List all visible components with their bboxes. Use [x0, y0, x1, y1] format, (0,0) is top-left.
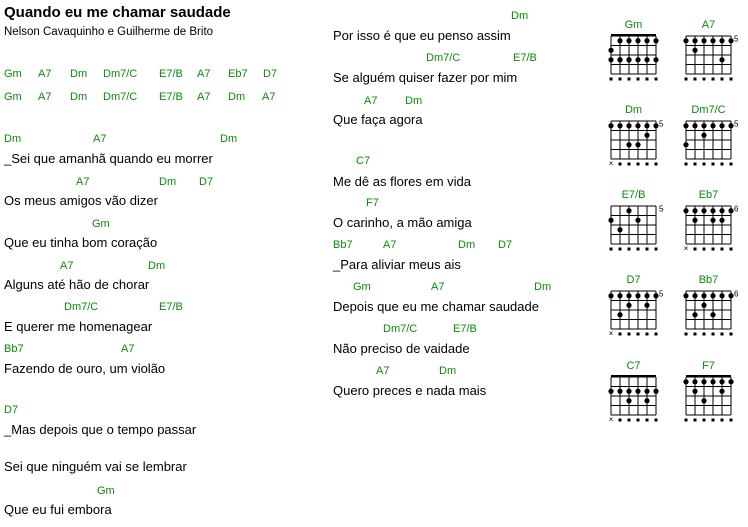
lyric-line: Depois que eu me chamar saudade: [333, 299, 539, 314]
finger-dot: [617, 293, 622, 298]
finger-dot: [728, 208, 733, 213]
chord-diagram-dm7-c: [683, 104, 739, 166]
string-mark: [730, 333, 733, 336]
chord-label: Gm: [4, 91, 22, 103]
string-mark: [619, 248, 622, 251]
lyric-line: _Mas depois que o tempo passar: [4, 422, 197, 437]
finger-dot: [617, 57, 622, 62]
finger-dot: [683, 38, 688, 43]
finger-dot: [710, 38, 715, 43]
finger-dot: [683, 208, 688, 213]
finger-dot: [701, 398, 706, 403]
lyric-line: Fazendo de ouro, um violão: [4, 361, 166, 376]
finger-dot: [719, 389, 724, 394]
string-mark: [619, 419, 622, 422]
fret-number: 6: [734, 289, 739, 299]
finger-dot: [608, 218, 613, 223]
finger-dot: [719, 57, 724, 62]
string-mark: [685, 333, 688, 336]
finger-dot: [710, 293, 715, 298]
finger-dot: [719, 208, 724, 213]
finger-dot: [692, 38, 697, 43]
chord-diagram-bb7: [683, 274, 739, 336]
lyric-line: Sei que ninguém vai se lembrar: [4, 459, 187, 474]
chord-label: D7: [263, 68, 278, 80]
string-mark: [703, 333, 706, 336]
chord-label: E7/B: [513, 52, 537, 64]
chord-label: Dm: [458, 239, 476, 251]
verse-chord-row: [0, 176, 300, 189]
chord-diagram-name: F7: [702, 360, 715, 372]
chord-label: Bb7: [333, 239, 353, 251]
string-mark: [646, 333, 649, 336]
string-mark: [619, 163, 622, 166]
finger-dot: [626, 293, 631, 298]
lyric-line: Alguns até hão de chorar: [4, 277, 150, 292]
chord-label: A7: [76, 176, 90, 188]
lyric-line: _Para aliviar meus ais: [333, 257, 461, 272]
chord-label: A7: [262, 91, 276, 103]
chord-label: A7: [197, 91, 211, 103]
chord-label: Gm: [92, 218, 110, 230]
lyric-line: Que eu tinha bom coração: [4, 235, 158, 250]
string-mark: [721, 78, 724, 81]
finger-dot: [608, 57, 613, 62]
fret-number: 5: [659, 289, 664, 299]
verse-chord-row: [0, 155, 600, 168]
finger-dot: [728, 293, 733, 298]
chord-label: C7: [356, 155, 371, 167]
finger-dot: [719, 218, 724, 223]
finger-dot: [701, 133, 706, 138]
finger-dot: [608, 389, 613, 394]
finger-dot: [710, 312, 715, 317]
string-mark: [655, 163, 658, 166]
finger-dot: [683, 123, 688, 128]
finger-dot: [626, 303, 631, 308]
string-mark: [628, 248, 631, 251]
fret-number: 5: [659, 119, 664, 129]
string-mark: [646, 78, 649, 81]
finger-dot: [644, 293, 649, 298]
chord-label: E7/B: [159, 91, 183, 103]
intro-chord-row-1: [0, 68, 300, 81]
finger-dot: [653, 389, 658, 394]
chord-label: E7/B: [159, 68, 183, 80]
finger-dot: [653, 293, 658, 298]
finger-dot: [701, 293, 706, 298]
finger-dot: [701, 303, 706, 308]
finger-dot: [683, 379, 688, 384]
finger-dot: [728, 123, 733, 128]
lyric-line: Os meus amigos vão dizer: [4, 193, 158, 208]
lyric-line: E querer me homenagear: [4, 319, 153, 334]
chord-diagram-name: E7/B: [621, 189, 646, 201]
string-mark: [646, 248, 649, 251]
verse-chord-row: [0, 239, 600, 252]
string-mark: [712, 163, 715, 166]
finger-dot: [701, 379, 706, 384]
finger-dot: [626, 57, 631, 62]
verse-chord-row: [0, 365, 600, 378]
finger-dot: [644, 123, 649, 128]
verse-chord-row: [0, 197, 600, 210]
finger-dot: [644, 133, 649, 138]
finger-dot: [644, 57, 649, 62]
finger-dot: [653, 57, 658, 62]
string-mark: [703, 163, 706, 166]
chord-label: A7: [383, 239, 397, 251]
chord-label: Bb7: [4, 343, 24, 355]
finger-dot: [626, 208, 631, 213]
finger-dot: [719, 293, 724, 298]
chord-diagram-name: Gm: [624, 19, 643, 31]
chord-label: Gm: [97, 485, 115, 497]
string-mark: [655, 248, 658, 251]
chord-diagram-name: Dm: [624, 104, 643, 116]
finger-dot: [626, 38, 631, 43]
muted-string-mark: ×: [608, 159, 614, 168]
chord-label: Dm: [4, 133, 22, 145]
chord-label: Dm: [148, 260, 166, 272]
verse-chord-row: [0, 218, 300, 231]
string-mark: [712, 419, 715, 422]
chord-diagram-gm: [608, 19, 658, 81]
fret-number: 6: [734, 204, 739, 214]
chord-label: Dm7/C: [383, 323, 418, 335]
string-mark: [637, 78, 640, 81]
chord-label: Dm: [439, 365, 457, 377]
chord-diagram-d7: [608, 274, 664, 338]
chord-label: Dm: [405, 95, 423, 107]
chord-diagram-name: Bb7: [698, 274, 719, 286]
finger-dot: [635, 389, 640, 394]
finger-dot: [635, 57, 640, 62]
string-mark: [646, 419, 649, 422]
finger-dot: [617, 38, 622, 43]
string-mark: [694, 419, 697, 422]
chord-label: Dm7/C: [426, 52, 461, 64]
string-mark: [703, 78, 706, 81]
song-title: Quando eu me chamar saudade: [4, 4, 231, 21]
finger-dot: [644, 303, 649, 308]
finger-dot: [719, 38, 724, 43]
finger-dot: [692, 218, 697, 223]
chord-label: D7: [4, 404, 19, 416]
chord-label: Gm: [353, 281, 371, 293]
finger-dot: [692, 293, 697, 298]
chord-label: Dm7/C: [64, 301, 99, 313]
string-mark: [694, 248, 697, 251]
finger-dot: [608, 293, 613, 298]
chord-label: Dm: [228, 91, 246, 103]
finger-dot: [635, 123, 640, 128]
finger-dot: [644, 389, 649, 394]
verse-chord-row: [0, 404, 300, 417]
string-mark: [712, 78, 715, 81]
string-mark: [628, 333, 631, 336]
finger-dot: [626, 398, 631, 403]
nut: [611, 34, 656, 37]
lyric-line: Por isso é que eu penso assim: [333, 28, 511, 43]
string-mark: [730, 163, 733, 166]
verse-chord-row: [0, 485, 300, 498]
finger-dot: [644, 398, 649, 403]
chord-diagram-c7: [608, 360, 658, 424]
chord-label: A7: [93, 133, 107, 145]
finger-dot: [710, 123, 715, 128]
string-mark: [628, 419, 631, 422]
finger-dot: [635, 218, 640, 223]
finger-dot: [608, 123, 613, 128]
chord-diagram-a7: [683, 19, 739, 81]
chord-diagram-e7-b: [608, 189, 664, 251]
chord-label: A7: [121, 343, 135, 355]
finger-dot: [626, 123, 631, 128]
finger-dot: [692, 312, 697, 317]
nut: [611, 375, 656, 378]
verse-chord-row: [0, 323, 600, 336]
string-mark: [730, 78, 733, 81]
finger-dot: [701, 123, 706, 128]
finger-dot: [635, 142, 640, 147]
finger-dot: [653, 123, 658, 128]
string-mark: [628, 78, 631, 81]
finger-dot: [617, 312, 622, 317]
string-mark: [637, 333, 640, 336]
finger-dot: [719, 123, 724, 128]
string-mark: [721, 163, 724, 166]
chord-diagram-dm: [608, 104, 664, 168]
finger-dot: [710, 379, 715, 384]
string-mark: [637, 419, 640, 422]
verse-chord-row: [0, 10, 600, 23]
song-authors: Nelson Cavaquinho e Guilherme de Brito: [4, 26, 214, 38]
string-mark: [685, 78, 688, 81]
finger-dot: [617, 227, 622, 232]
chord-label: A7: [376, 365, 390, 377]
fret-number: 5: [659, 204, 664, 214]
string-mark: [730, 419, 733, 422]
string-mark: [655, 78, 658, 81]
muted-string-mark: ×: [608, 329, 614, 338]
finger-dot: [728, 38, 733, 43]
chord-label: F7: [366, 197, 379, 209]
muted-string-mark: ×: [608, 415, 614, 424]
string-mark: [712, 248, 715, 251]
finger-dot: [617, 123, 622, 128]
string-mark: [685, 419, 688, 422]
string-mark: [730, 248, 733, 251]
finger-dot: [644, 38, 649, 43]
verse-chord-row: [0, 52, 600, 65]
string-mark: [694, 78, 697, 81]
string-mark: [721, 333, 724, 336]
string-mark: [637, 248, 640, 251]
finger-dot: [653, 38, 658, 43]
string-mark: [610, 78, 613, 81]
chord-diagram-name: D7: [626, 274, 641, 286]
finger-dot: [710, 218, 715, 223]
verse-chord-row: [0, 133, 300, 146]
string-mark: [619, 333, 622, 336]
string-mark: [703, 419, 706, 422]
finger-dot: [683, 142, 688, 147]
finger-dot: [692, 379, 697, 384]
finger-dot: [719, 379, 724, 384]
chord-label: Dm: [159, 176, 177, 188]
lyric-line: Que eu fui embora: [4, 502, 112, 517]
chord-label: Dm7/C: [103, 68, 138, 80]
finger-dot: [701, 38, 706, 43]
verse-chord-row: [0, 281, 600, 294]
string-mark: [703, 248, 706, 251]
chord-diagram-name: Eb7: [698, 189, 719, 201]
fret-number: 5: [734, 34, 739, 44]
lyric-line: Quero preces e nada mais: [333, 383, 487, 398]
verse-chord-row: [0, 301, 300, 314]
chord-label: Dm: [220, 133, 238, 145]
chord-label: A7: [431, 281, 445, 293]
chord-label: E7/B: [159, 301, 183, 313]
chord-label: A7: [38, 68, 52, 80]
string-mark: [721, 248, 724, 251]
finger-dot: [626, 142, 631, 147]
chord-label: A7: [197, 68, 211, 80]
lyric-line: O carinho, a mão amiga: [333, 215, 472, 230]
string-mark: [646, 163, 649, 166]
chord-label: Dm: [534, 281, 552, 293]
chord-label: E7/B: [453, 323, 477, 335]
muted-string-mark: ×: [683, 244, 689, 253]
verse-chord-row: [0, 343, 300, 356]
chord-label: Dm: [70, 68, 88, 80]
chord-diagram-name: C7: [626, 360, 641, 372]
finger-dot: [692, 389, 697, 394]
string-mark: [655, 333, 658, 336]
string-mark: [637, 163, 640, 166]
finger-dot: [692, 48, 697, 53]
finger-dot: [683, 293, 688, 298]
fret-number: 5: [734, 119, 739, 129]
finger-dot: [608, 48, 613, 53]
string-mark: [712, 333, 715, 336]
string-mark: [694, 163, 697, 166]
string-mark: [694, 333, 697, 336]
chord-label: Dm7/C: [103, 91, 138, 103]
chord-label: A7: [364, 95, 378, 107]
chord-diagram-name: Dm7/C: [691, 104, 726, 116]
lyric-line: Me dê as flores em vida: [333, 174, 472, 189]
string-mark: [685, 163, 688, 166]
finger-dot: [635, 293, 640, 298]
finger-dot: [635, 38, 640, 43]
chord-label: Gm: [4, 68, 22, 80]
finger-dot: [617, 389, 622, 394]
chord-label: A7: [38, 91, 52, 103]
lyric-line: Que faça agora: [333, 112, 423, 127]
finger-dot: [701, 208, 706, 213]
lyric-line: Não preciso de vaidade: [333, 341, 470, 356]
verse-chord-row: [0, 260, 300, 273]
chord-diagram-eb7: [683, 189, 739, 253]
finger-dot: [710, 208, 715, 213]
string-mark: [721, 419, 724, 422]
verse-chord-row: [0, 95, 600, 108]
string-mark: [628, 163, 631, 166]
string-mark: [610, 248, 613, 251]
chord-label: A7: [60, 260, 74, 272]
chord-label: Dm: [511, 10, 529, 22]
lyric-line: _Sei que amanhã quando eu morrer: [4, 151, 213, 166]
chord-diagram-f7: [683, 360, 733, 422]
chord-diagram-name: A7: [701, 19, 716, 31]
chord-label: Dm: [70, 91, 88, 103]
finger-dot: [728, 379, 733, 384]
lyric-line: Se alguém quiser fazer por mim: [333, 70, 518, 85]
finger-dot: [692, 123, 697, 128]
finger-dot: [626, 389, 631, 394]
chord-diagrams: [600, 0, 748, 527]
chord-label: D7: [199, 176, 214, 188]
chord-label: D7: [498, 239, 513, 251]
string-mark: [655, 419, 658, 422]
finger-dot: [692, 208, 697, 213]
chord-label: Eb7: [228, 68, 248, 80]
nut: [686, 375, 731, 378]
string-mark: [619, 78, 622, 81]
